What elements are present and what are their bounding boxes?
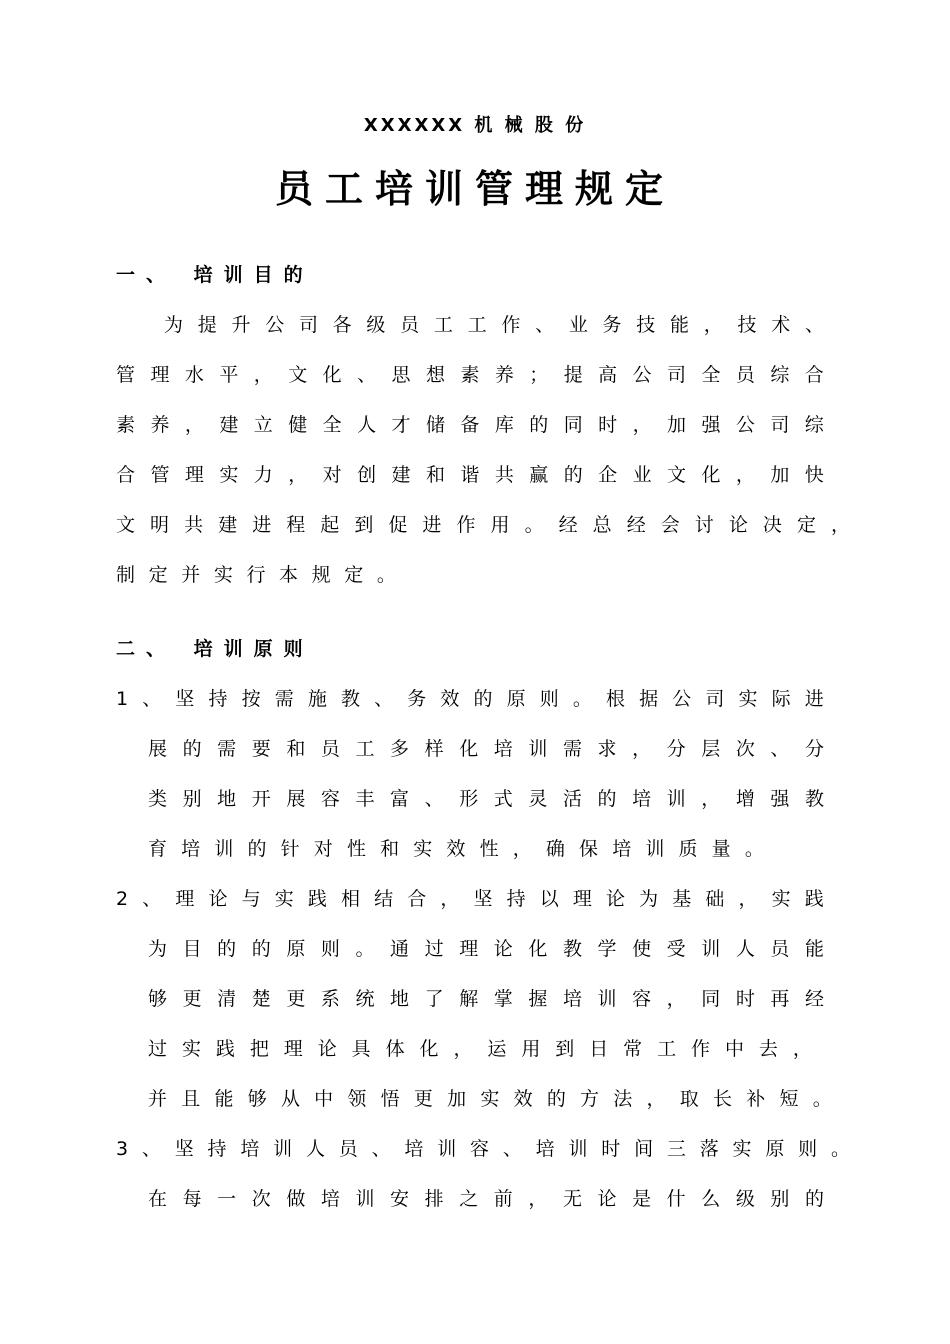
list-item-line: 育 培 训 的 针 对 性 和 实 效 性 ， 确 保 培 训 质 量 。 — [148, 838, 764, 860]
paragraph-line: 素 养 ， 建 立 健 全 人 才 储 备 库 的 同 时 ， 加 强 公 司 综 — [116, 414, 824, 436]
document-title: 员工培训管理规定 — [274, 167, 675, 211]
paragraph-line: 管 理 水 平 ， 文 化 、 思 想 素 养 ； 提 高 公 司 全 员 综 合 — [116, 364, 824, 386]
paragraph-line: 文 明 共 建 进 程 起 到 促 进 作 用 。 经 总 经 会 讨 论 决 定 ， — [116, 514, 850, 536]
company-name: XXXXXX 机 械 股 份 — [363, 115, 587, 136]
list-item-line: 过 实 践 把 理 论 具 体 化 ， 运 用 到 日 常 工 作 中 去 ， — [148, 1038, 812, 1060]
paragraph-line: 制 定 并 实 行 本 规 定 。 — [116, 564, 396, 586]
section-heading-purpose: 一、 培训目的 — [116, 264, 314, 286]
paragraph-line: 合 管 理 实 力 ， 对 创 建 和 谐 共 赢 的 企 业 文 化 ， 加 快 — [116, 464, 824, 486]
list-item-line: 类 别 地 开 展 容 丰 富 、 形 式 灵 活 的 培 训 ， 增 强 教 — [148, 788, 824, 810]
list-item-line: 为 目 的 的 原 则 。 通 过 理 论 化 教 学 使 受 训 人 员 能 — [148, 938, 824, 960]
list-item-line: 展 的 需 要 和 员 工 多 样 化 培 训 需 求 ， 分 层 次 、 分 — [148, 738, 824, 760]
list-item-line: 够 更 清 楚 更 系 统 地 了 解 掌 握 培 训 容 ， 同 时 再 经 — [148, 988, 824, 1010]
section-heading-principles: 二、 培训原则 — [116, 638, 314, 660]
list-item-line: 3 、 坚 持 培 训 人 员 、 培 训 容 、 培 训 时 间 三 落 实 原 则 。 — [116, 1138, 850, 1160]
list-item-line: 1 、 坚 持 按 需 施 教 、 务 效 的 原 则 。 根 据 公 司 实 际 进 — [116, 688, 824, 710]
list-item-line: 并 且 能 够 从 中 领 悟 更 加 实 效 的 方 法 ， 取 长 补 短 。 — [148, 1088, 832, 1110]
list-item-line: 2 、 理 论 与 实 践 相 结 合 ， 坚 持 以 理 论 为 基 础 ， 实 践 — [116, 888, 824, 910]
list-item-line: 在 每 一 次 做 培 训 安 排 之 前 ， 无 论 是 什 么 级 别 的 — [148, 1188, 824, 1210]
paragraph-line: 为 提 升 公 司 各 级 员 工 工 作 、 业 务 技 能 ， 技 术 、 — [164, 314, 824, 336]
